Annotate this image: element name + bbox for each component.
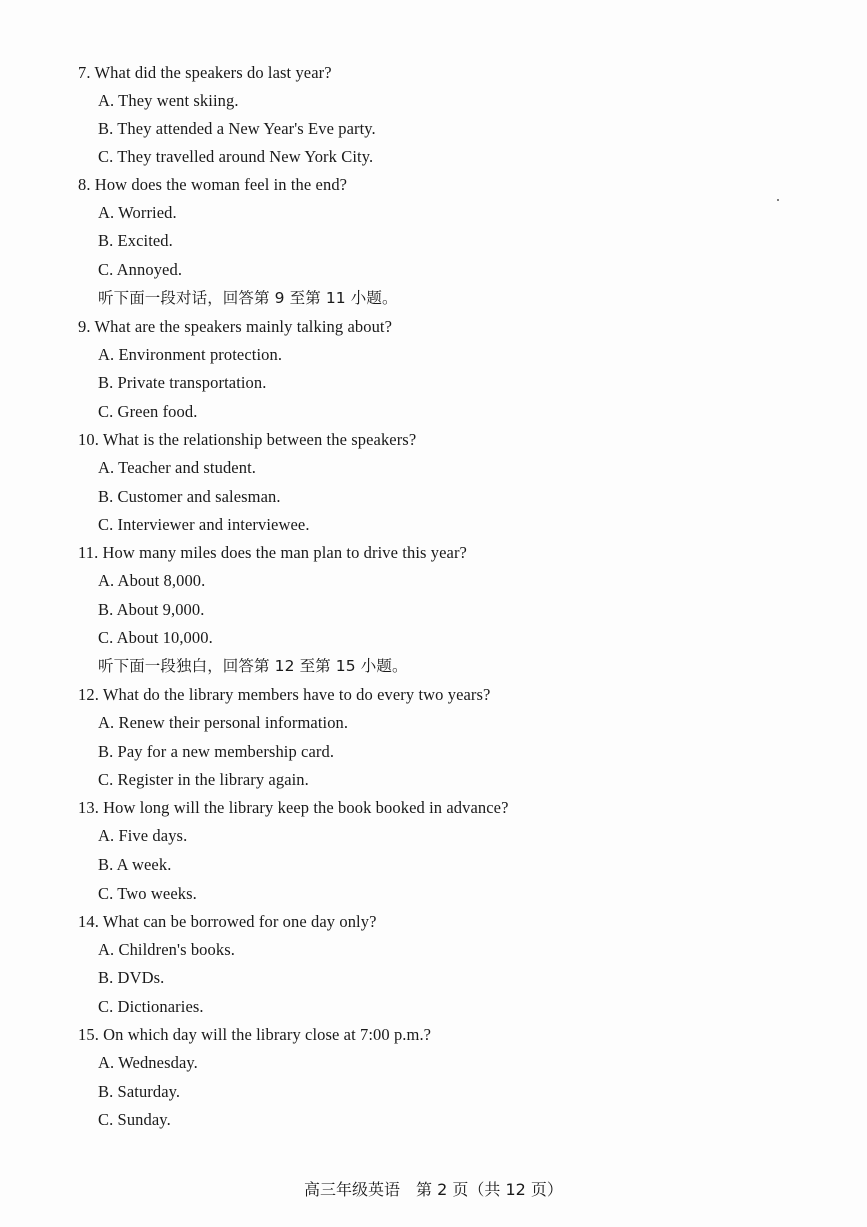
page-footer: 高三年级英语 第 2 页（共 12 页） <box>304 1180 563 1199</box>
question-9-option-a: A. Environment protection. <box>98 345 283 364</box>
question-15-option-a: A. Wednesday. <box>98 1053 198 1072</box>
instruction-dialogue: 听下面一段对话，回答第 9 至第 11 小题。 <box>98 289 398 307</box>
question-9-stem: 9. What are the speakers mainly talking about? <box>78 317 393 336</box>
question-13-option-c: C. Two weeks. <box>98 884 197 903</box>
question-8-option-a: A. Worried. <box>98 203 177 222</box>
question-15-option-c: C. Sunday. <box>98 1110 171 1129</box>
question-11-stem: 11. How many miles does the man plan to drive this year? <box>78 543 467 562</box>
question-11-option-b: B. About 9,000. <box>98 600 205 619</box>
question-14-option-c: C. Dictionaries. <box>98 997 204 1016</box>
question-12-stem: 12. What do the library members have to do every two years? <box>78 685 491 704</box>
question-15-stem: 15. On which day will the library close at 7:00 p.m.? <box>78 1025 432 1044</box>
question-12-option-a: A. Renew their personal information. <box>98 713 349 732</box>
question-14-option-a: A. Children's books. <box>98 940 235 959</box>
question-14-option-b: B. DVDs. <box>98 968 165 987</box>
question-10-option-c: C. Interviewer and interviewee. <box>98 515 310 534</box>
question-8-stem: 8. How does the woman feel in the end? <box>78 175 348 194</box>
question-13-stem: 13. How long will the library keep the book booked in advance? <box>78 798 509 817</box>
question-9-option-c: C. Green food. <box>98 402 198 421</box>
question-7-stem: 7. What did the speakers do last year? <box>78 63 332 82</box>
question-7-option-a: A. They went skiing. <box>98 91 239 110</box>
question-10-stem: 10. What is the relationship between the speakers? <box>78 430 417 449</box>
question-11-option-a: A. About 8,000. <box>98 571 206 590</box>
scan-speck <box>777 199 779 201</box>
question-15-option-b: B. Saturday. <box>98 1082 181 1101</box>
question-8-option-c: C. Annoyed. <box>98 260 183 279</box>
question-12-option-c: C. Register in the library again. <box>98 770 309 789</box>
question-7-option-b: B. They attended a New Year's Eve party. <box>98 119 376 138</box>
question-12-option-b: B. Pay for a new membership card. <box>98 742 335 761</box>
question-9-option-b: B. Private transportation. <box>98 373 267 392</box>
instruction-monologue: 听下面一段独白，回答第 12 至第 15 小题。 <box>98 657 408 675</box>
question-8-option-b: B. Excited. <box>98 231 173 250</box>
question-7-option-c: C. They travelled around New York City. <box>98 147 374 166</box>
question-11-option-c: C. About 10,000. <box>98 628 213 647</box>
question-10-option-b: B. Customer and salesman. <box>98 487 281 506</box>
question-13-option-a: A. Five days. <box>98 826 188 845</box>
question-14-stem: 14. What can be borrowed for one day only? <box>78 912 377 931</box>
question-10-option-a: A. Teacher and student. <box>98 458 256 477</box>
question-13-option-b: B. A week. <box>98 855 172 874</box>
